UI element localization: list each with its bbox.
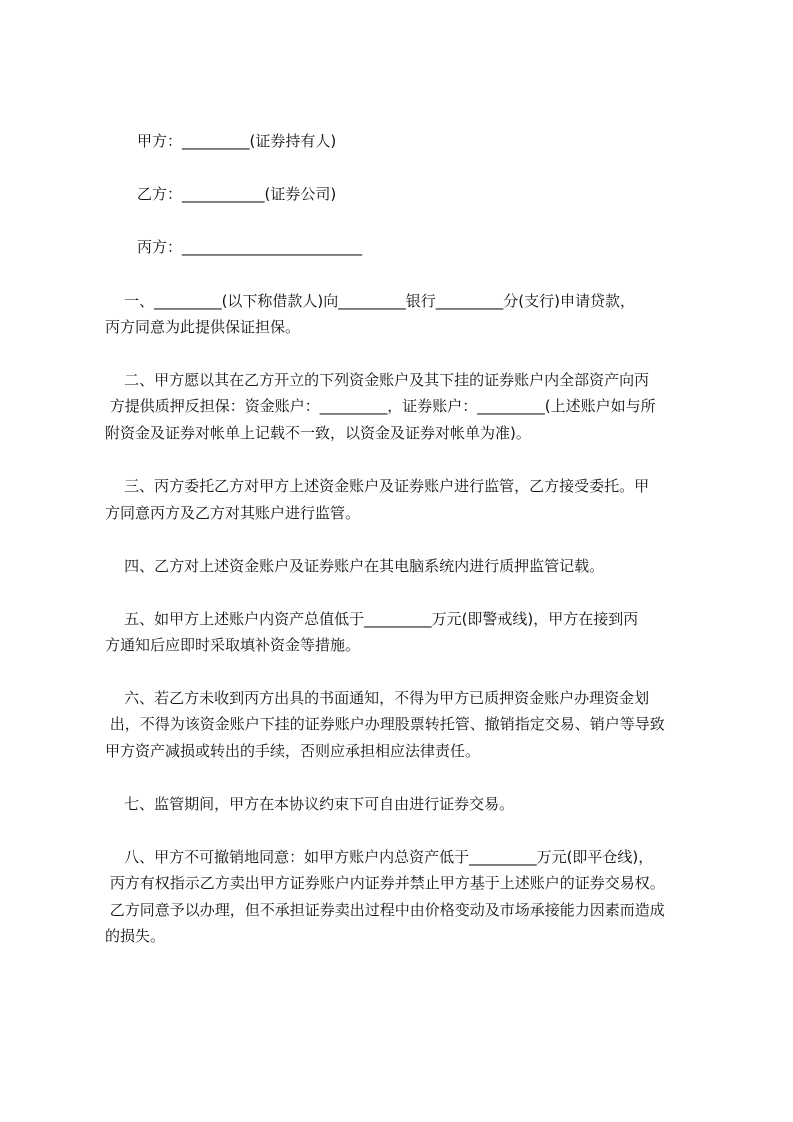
clause-5-line-1: 五、如甲方上述账户内资产总值低于_________万元(即警戒线)，甲方在接到丙 [105, 610, 639, 628]
clause-2-line-2: 方提供质押反担保：资金账户：_________，证券账户：_________(上述账户如与所 [105, 397, 656, 415]
clause-3-line-2: 方同意丙方及乙方对其账户进行监管。 [105, 504, 361, 522]
clause-1-line-2: 丙方同意为此提供保证担保。 [105, 318, 301, 336]
clause-8-line-2: 丙方有权指示乙方卖出甲方证券账户内证券并禁止甲方基于上述账户的证券交易权。 [105, 874, 665, 892]
clause-8-line-1: 八、甲方不可撤销地同意：如甲方账户内总资产低于_________万元(即平仓线)， [105, 848, 654, 866]
party-b-line: 乙方：___________(证券公司) [137, 185, 337, 203]
clause-7-line-1: 七、监管期间，甲方在本协议约束下可自由进行证券交易。 [105, 795, 515, 813]
party-a-line: 甲方：_________(证券持有人) [137, 132, 337, 150]
clause-2-line-1: 二、甲方愿以其在乙方开立的下列资金账户及其下挂的证券账户内全部资产向丙 [105, 371, 650, 389]
clause-8-line-4: 的损失。 [105, 927, 166, 945]
clause-6-line-2: 出，不得为该资金账户下挂的证券账户办理股票转托管、撤销指定交易、销户等导致 [105, 715, 665, 733]
clause-4-line-1: 四、乙方对上述资金账户及证券账户在其电脑系统内进行质押监管记载。 [105, 557, 605, 575]
clause-6-line-1: 六、若乙方未收到丙方出具的书面通知，不得为甲方已质押资金账户办理资金划 [105, 689, 650, 707]
clause-6-line-3: 甲方资产减损或转出的手续，否则应承担相应法律责任。 [105, 742, 481, 760]
clause-5-line-2: 方通知后应即时采取填补资金等措施。 [105, 636, 361, 654]
clause-1-line-1: 一、_________(以下称借款人)向_________银行_________分(支行)申请贷款， [105, 292, 635, 310]
clause-3-line-1: 三、丙方委托乙方对甲方上述资金账户及证券账户进行监管，乙方接受委托。甲 [105, 477, 650, 495]
clause-8-line-3: 乙方同意予以办理，但不承担证券卖出过程中由价格变动及市场承接能力因素而造成 [105, 901, 665, 919]
party-c-line: 丙方：________________________ [137, 238, 363, 256]
clause-2-line-3: 附资金及证券对帐单上记载不一致，以资金及证券对帐单为准)。 [105, 424, 531, 442]
